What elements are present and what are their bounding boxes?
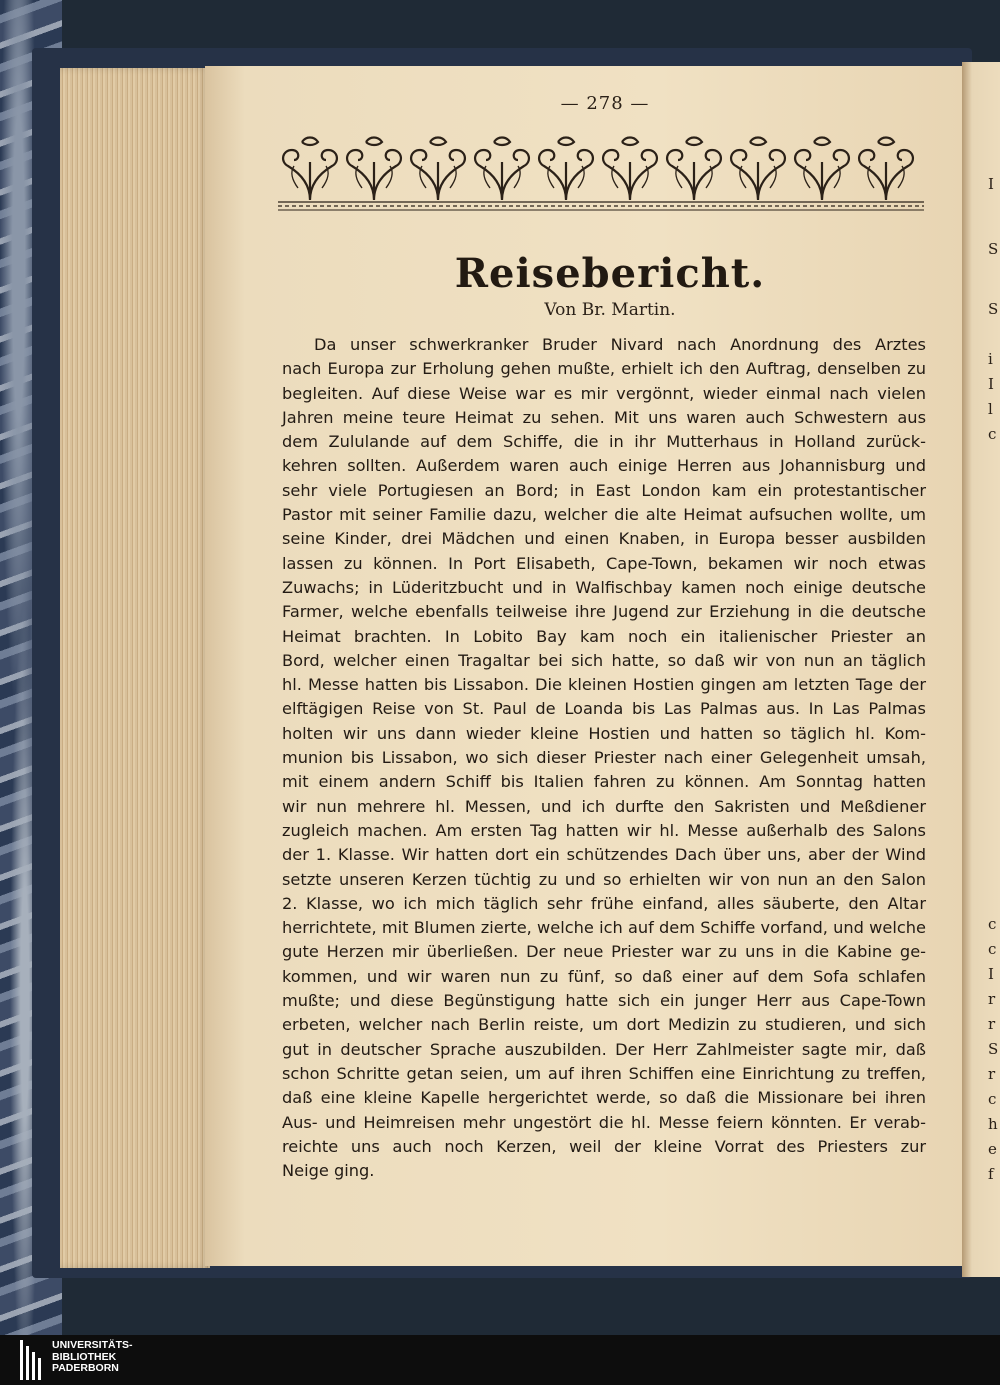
- decorative-header-ornament: [278, 128, 924, 213]
- text-line: seine Kinder, drei Mädchen und einen Knaben, in Europa besser ausbilden: [282, 529, 926, 549]
- fragment: S: [988, 1040, 999, 1058]
- text-line: gute Herzen mir überließen. Der neue Priester war zu uns in die Kabine ge-: [282, 942, 926, 962]
- article-body: [282, 333, 926, 1183]
- text-line: herrichtete, mit Blumen zierte, welche ich auf dem Schiffe vorfand, und welche: [282, 918, 926, 938]
- text-line: munion bis Lissabon, wo sich dieser Priester nach einer Gelegenheit umsah,: [282, 748, 926, 768]
- text-line: Jahren meine teure Heimat zu sehen. Mit uns waren auch Schwestern aus: [282, 407, 926, 427]
- text-line: daß eine kleine Kapelle hergerichtet werde, so daß die Missionare bei ihren: [282, 1088, 926, 1108]
- logo-line: PADERBORN: [52, 1362, 119, 1374]
- facing-page-fragments: [988, 0, 1000, 1335]
- text-line: gut in deutscher Sprache auszubilden. Der Herr Zahlmeister sagte mir, daß: [282, 1039, 926, 1059]
- text-line: 2. Klasse, wo ich mich täglich sehr frühe einfand, alles säuberte, den Altar: [282, 893, 926, 913]
- fragment: c: [988, 425, 997, 443]
- text-line: elftägigen Reise von St. Paul de Loanda bis Las Palmas aus. In Las Palmas: [282, 699, 926, 719]
- fragment: c: [988, 915, 997, 933]
- text-line: holten wir uns dann wieder kleine Hostien und hatten so täglich hl. Kom-: [282, 723, 926, 743]
- fragment: e: [988, 1140, 997, 1158]
- text-line: Neige ging.: [282, 1161, 375, 1181]
- text-line: begleiten. Auf diese Weise war es mir vergönnt, wieder einmal nach vielen: [282, 383, 926, 403]
- text-line: Bord, welcher einen Tragaltar bei sich hatte, so daß wir von nun an täglich: [282, 650, 926, 670]
- text-line: zugleich machen. Am ersten Tag hatten wir hl. Messe außerhalb des Salons: [282, 820, 926, 840]
- text-line: hl. Messe hatten bis Lissabon. Die kleinen Hostien gingen am letzten Tage der: [282, 675, 926, 695]
- library-logo-text: [52, 1340, 252, 1375]
- text-line: reichte uns auch noch Kerzen, weil der kleine Vorrat des Priesters zur: [282, 1136, 926, 1156]
- fragment: c: [988, 940, 997, 958]
- page-number: — 278 —: [560, 93, 650, 114]
- text-line: Heimat brachten. In Lobito Bay kam noch ein italienischer Priester an: [282, 626, 926, 646]
- fragment: r: [988, 990, 996, 1008]
- text-line: kehren sollten. Außerdem waren auch einige Herren aus Johannisburg und: [282, 456, 926, 476]
- text-line: nach Europa zur Erholung gehen mußte, erhielt ich den Auftrag, denselben zu: [282, 359, 926, 379]
- logo-line: BIBLIOTHEK: [52, 1350, 117, 1363]
- fragment: I: [988, 965, 994, 983]
- text-line: Aus- und Heimreisen mehr ungestört die hl. Messe feiern könnten. Er verab-: [282, 1112, 926, 1132]
- article-title: Reisebericht.: [454, 250, 766, 297]
- text-line: Farmer, welche ebenfalls teilweise ihre Jugend zur Erziehung in die deutsche: [282, 602, 926, 622]
- fragment: f: [988, 1165, 994, 1183]
- fragment: r: [988, 1015, 996, 1033]
- text-line: mußte; und diese Begünstigung hatte sich ein junger Herr aus Cape-Town: [282, 991, 926, 1011]
- text-line: dem Zululande auf dem Schiffe, die in ihr Mutterhaus in Holland zurück-: [282, 432, 926, 452]
- fragment: i: [988, 350, 993, 368]
- text-line: sehr viele Portugiesen an Bord; in East London kam ein protestantischer: [282, 480, 926, 500]
- text-line: kommen, und wir waren nun zu fünf, so daß einer auf dem Sofa schlafen: [282, 966, 926, 986]
- fragment: S: [988, 300, 999, 318]
- fragment: I: [988, 375, 994, 393]
- text-line: wir nun mehrere hl. Messen, und ich durfte den Sakristen und Meßdiener: [282, 796, 926, 816]
- text-line: der 1. Klasse. Wir hatten dort ein schützendes Dach über uns, aber der Wind: [282, 845, 926, 865]
- fragment: c: [988, 1090, 997, 1108]
- fragment: h: [988, 1115, 998, 1133]
- text-line: lassen zu können. In Port Elisabeth, Cape-Town, bekamen wir noch etwas: [282, 553, 926, 573]
- text-line: setzte unseren Kerzen tüchtig zu und so erhielten wir von nun an den Salon: [282, 869, 926, 889]
- text-line: Zuwachs; in Lüderitzbucht und in Walfischbay kamen noch einige deutsche: [282, 577, 926, 597]
- text-line: mit einem andern Schiff bis Italien fahren zu können. Am Sonntag hatten: [282, 772, 926, 792]
- text-line: Da unser schwerkranker Bruder Nivard nach Anordnung des Arztes: [314, 335, 926, 354]
- logo-line: UNIVERSITÄTS-: [52, 1339, 133, 1351]
- page-edge-stack: [60, 68, 210, 1268]
- fragment: I: [988, 175, 994, 193]
- library-logo-icon: [20, 1338, 44, 1382]
- fragment: S: [988, 240, 999, 258]
- text-line: erbeten, welcher nach Berlin reiste, um dort Medizin zu studieren, und sich: [282, 1015, 926, 1035]
- text-line: Pastor mit seiner Familie dazu, welcher die alte Heimat aufsuchen wollte, um: [282, 505, 926, 525]
- fragment: l: [988, 400, 993, 418]
- article-byline: Von Br. Martin.: [544, 300, 676, 320]
- fragment: r: [988, 1065, 996, 1083]
- text-line: schon Schritte getan seien, um auf ihren Schiffen eine Einrichtung zu treffen,: [282, 1063, 926, 1083]
